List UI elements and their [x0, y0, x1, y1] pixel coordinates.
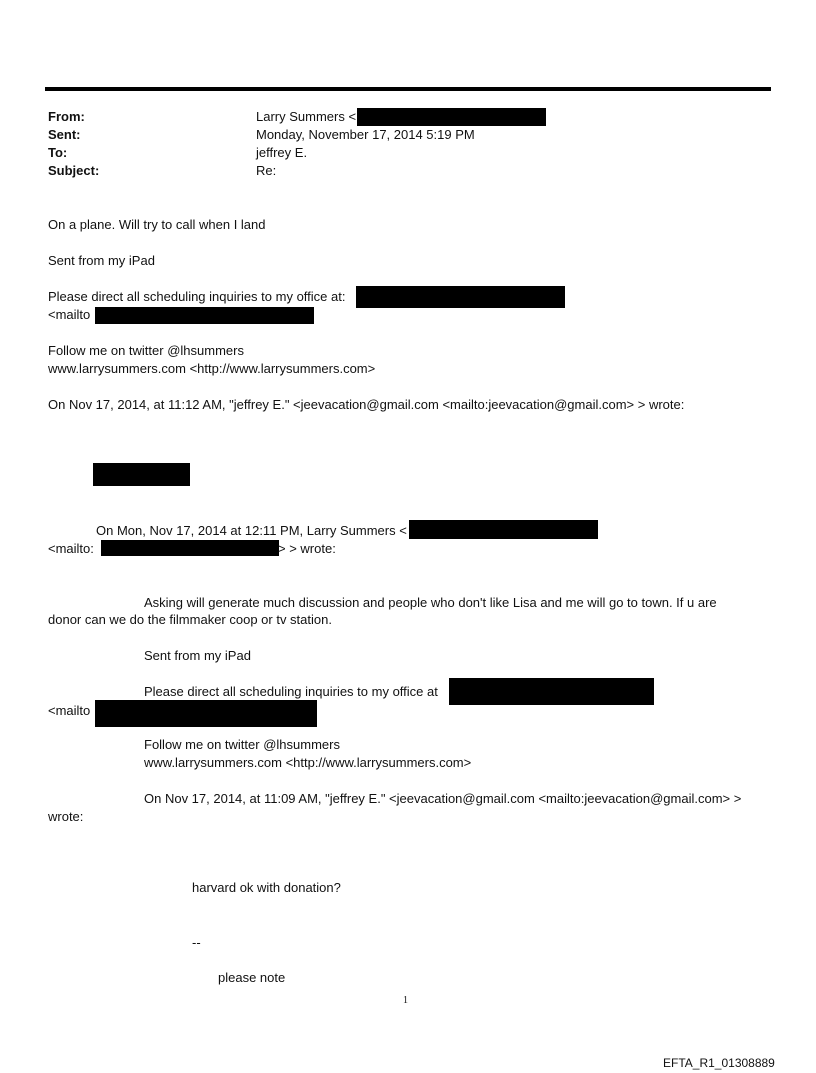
quoted-sent-from-ipad: Sent from my iPad	[144, 648, 251, 663]
redaction-quoted-office-email	[449, 678, 654, 705]
body-scheduling-note: Please direct all scheduling inquiries to my office at:	[48, 289, 346, 304]
redaction-quoted-mailto-2	[95, 700, 317, 727]
body-sent-from-ipad: Sent from my iPad	[48, 253, 155, 268]
quoted-mailto-prefix: <mailto:	[48, 541, 94, 556]
from-label: From:	[48, 109, 85, 124]
quoted-on-line: On Mon, Nov 17, 2014 at 12:11 PM, Larry Summers <	[96, 523, 407, 538]
subject-value: Re:	[256, 163, 277, 178]
body-website-link[interactable]: www.larrysummers.com <http://www.larrysummers.com>	[48, 361, 376, 376]
quoted-website-link[interactable]: www.larrysummers.com <http://www.larrysummers.com>	[144, 755, 472, 770]
sent-label: Sent:	[48, 127, 81, 142]
quoted-twitter: Follow me on twitter @lhsummers	[144, 737, 340, 752]
body-message: On a plane. Will try to call when I land	[48, 217, 266, 232]
redaction-quoted-mailto	[101, 540, 279, 556]
signature-dashes: --	[192, 935, 201, 950]
from-value: Larry Summers <	[256, 109, 357, 124]
quoted-header-line1: On Nov 17, 2014, at 11:09 AM, "jeffrey E." <jeevacation@gmail.com <mailto:jeevacation@gmail.com> >	[144, 791, 742, 806]
please-note: please note	[218, 970, 286, 985]
body-twitter: Follow me on twitter @lhsummers	[48, 343, 244, 358]
quoted-asking-line1: Asking will generate much discussion and people who don't like Lisa and me will go to town. If u are	[144, 595, 717, 610]
body-mailto: <mailto	[48, 307, 91, 322]
header-rule	[45, 87, 771, 91]
redaction-mailto	[95, 307, 314, 324]
redaction-quoted-email	[409, 520, 598, 539]
body-quote-header: On Nov 17, 2014, at 11:12 AM, "jeffrey E." <jeevacation@gmail.com <mailto:jeevacation@gmail.com> > wrote:	[48, 397, 685, 412]
redaction-from-email	[357, 108, 546, 126]
quoted-header-line2: wrote:	[48, 809, 84, 824]
subject-label: Subject:	[48, 163, 100, 178]
redaction-office-email	[356, 286, 565, 308]
to-value: jeffrey E.	[256, 145, 308, 160]
quoted-asking-line2: donor can we do the filmmaker coop or tv station.	[48, 612, 332, 627]
quoted-question: harvard ok with donation?	[192, 880, 341, 895]
sent-value: Monday, November 17, 2014 5:19 PM	[256, 127, 475, 142]
quoted-mailto-suffix: > > wrote:	[278, 541, 336, 556]
document-id: EFTA_R1_01308889	[663, 1056, 775, 1070]
page-number: 1	[403, 995, 408, 1006]
quoted-scheduling-note: Please direct all scheduling inquiries to my office at	[144, 684, 438, 699]
redaction-quoted-text	[93, 463, 190, 486]
to-label: To:	[48, 145, 68, 160]
quoted-mailto: <mailto	[48, 703, 91, 718]
